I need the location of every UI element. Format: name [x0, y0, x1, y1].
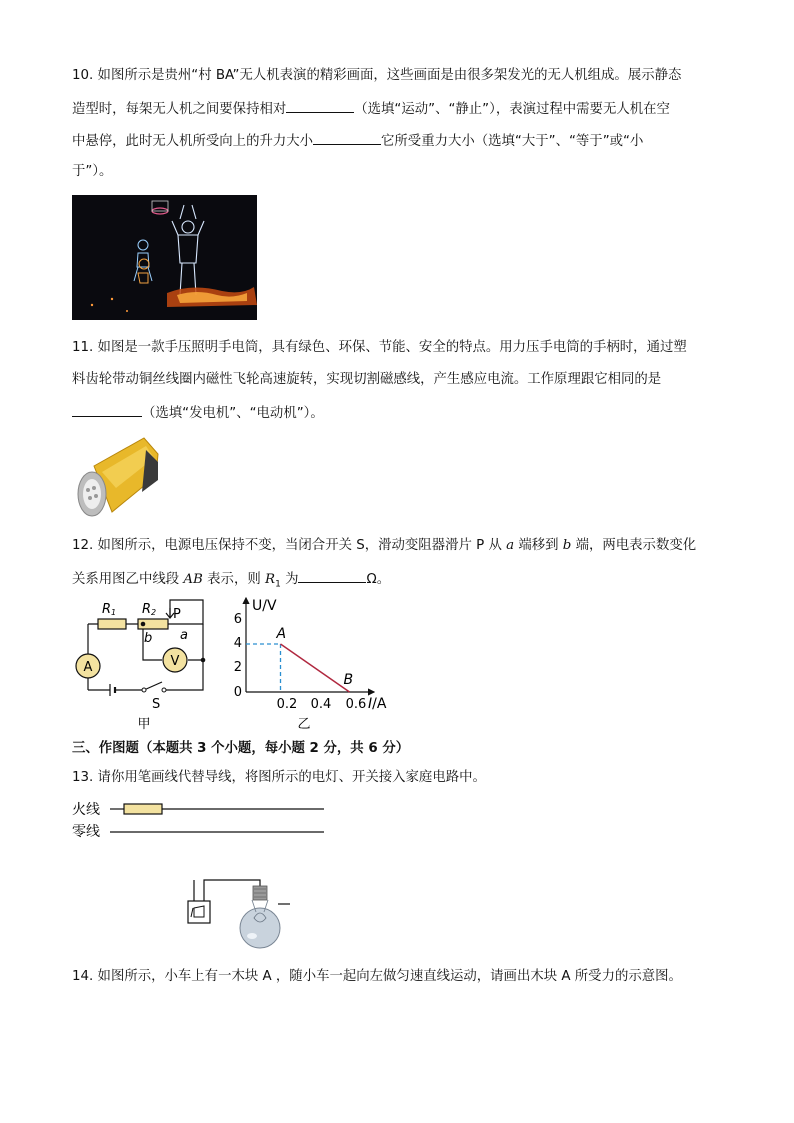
q10-line-4: 于”）。 [72, 164, 113, 179]
x-tick-0.6: 0.6 [345, 697, 367, 712]
fuse [124, 804, 162, 814]
q12-r-subscript: 1 [275, 579, 281, 590]
q13-line-1: 13. 请你用笔画线代替导线，将图所示的电灯、开关接入家庭电路中。 [72, 770, 486, 785]
q10-line-3-text-b: 它所受重力大小（选填“大于”、“等于”或“小 [381, 134, 644, 149]
q12-line-2-text-c: 为 [280, 572, 299, 587]
segment-ab [281, 644, 350, 692]
ammeter-label: A [83, 660, 93, 675]
q10-line-2-text-b: （选填“运动”、“静止”），表演过程中需要无人机在空 [354, 102, 670, 117]
y-axis-label: U/V [252, 598, 277, 614]
q12-line-1-text-c: 端，两电表示数变化 [571, 538, 697, 553]
q12-line-2-text-a: 关系用图乙中线段 [72, 572, 184, 587]
q10-line-2-text-a: 造型时，每架无人机之间要保持相对 [72, 102, 287, 117]
q12-blank[interactable] [298, 568, 366, 583]
y-tick-0: 0 [233, 685, 242, 700]
q12-line-2-text-b: 表示，则 [202, 572, 265, 587]
household-circuit-diagram [70, 796, 340, 956]
switch-label: S [152, 697, 161, 712]
drone-show-illustration [72, 195, 257, 320]
u-i-graph [228, 594, 408, 734]
y-tick-2: 2 [233, 660, 242, 675]
q12-r-symbol: R [264, 572, 276, 587]
live-wire-label: 火线 [72, 802, 100, 818]
q12-line-1 [72, 536, 696, 556]
light-bulb-icon [240, 886, 280, 948]
q11-line-2: 料齿轮带动铜丝线圈内磁性飞轮高速旋转，实现切割磁感线，产生感应电流。工作原理跟它相同的是 [72, 372, 662, 387]
slider-p-label: P [173, 607, 181, 622]
r1-resistor [98, 619, 126, 629]
x-tick-0.2: 0.2 [276, 697, 298, 712]
end-a-label: a [180, 628, 188, 643]
q10-blank-2[interactable] [313, 130, 381, 145]
point-b-label: B [343, 672, 354, 688]
q12-end-b: b [562, 538, 572, 553]
flashlight-photo [72, 432, 164, 524]
q10-line-2 [72, 98, 670, 120]
q10-line-3-text-a: 中悬停，此时无人机所受向上的升力大小 [72, 134, 314, 149]
neutral-wire-label: 零线 [72, 824, 100, 840]
voltmeter-label: V [170, 654, 180, 669]
q11-line-3 [72, 402, 324, 424]
x-tick-0.4: 0.4 [310, 697, 332, 712]
y-tick-6: 6 [233, 612, 242, 627]
point-a-label: A [276, 626, 287, 642]
drone-show-photo [72, 195, 257, 320]
y-tick-4: 4 [233, 636, 242, 651]
section-3-heading: 三、作图题（本题共 3 个小题，每小题 2 分，共 6 分） [72, 741, 410, 756]
circuit-diagram [70, 594, 220, 734]
q14-line-1: 14. 如图所示，小车上有一木块 A ，随小车一起向左做匀速直线运动，请画出木块 A 所受力的示意图。 [72, 969, 682, 984]
q12-segment-ab: AB [183, 572, 203, 587]
circuit-caption: 甲 [137, 717, 151, 732]
q11-blank[interactable] [72, 402, 142, 417]
r2-label: R2 [142, 602, 157, 617]
graph-caption: 乙 [297, 717, 311, 732]
q12-line-2 [72, 568, 390, 595]
q11-line-1: 11. 如图是一款手压照明手电筒，具有绿色、环保、节能、安全的特点。用力压手电筒的手柄时，通过塑 [72, 340, 687, 355]
q12-line-1-text-b: 端移到 [514, 538, 563, 553]
q11-line-3-text: （选填“发电机”、“电动机”）。 [142, 406, 324, 421]
x-axis-label: I/A [368, 696, 387, 712]
flashlight-illustration [72, 432, 164, 524]
q12-line-2-text-d: Ω。 [366, 572, 391, 587]
q10-line-1: 10. 如图所示是贵州“村 BA”无人机表演的精彩画面，这些画面是由很多架发光的无人机组成。展示静态 [72, 68, 682, 83]
q12-end-a: a [506, 538, 515, 553]
q10-line-3 [72, 130, 643, 152]
r1-label: R1 [102, 602, 117, 617]
q10-blank-1[interactable] [286, 98, 354, 113]
q12-line-1-text-a: 12. 如图所示，电源电压保持不变，当闭合开关 S，滑动变阻器滑片 P 从 [72, 538, 507, 553]
end-b-label: b [144, 631, 153, 646]
